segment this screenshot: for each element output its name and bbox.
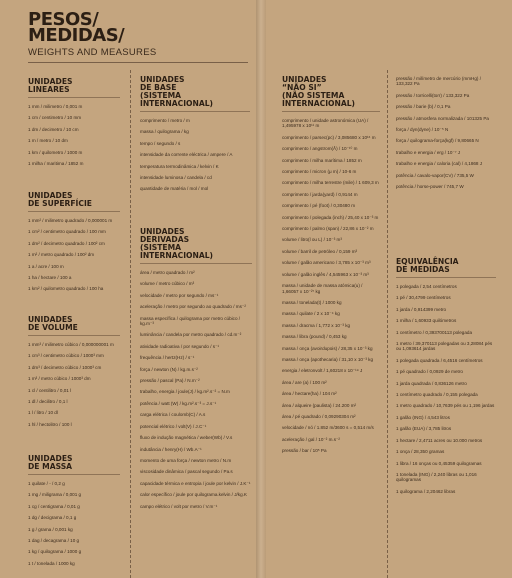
list-item: 1 libra / 16 onças ou 0,45359 quilogramas — [396, 460, 482, 466]
list-item: 1 pé quadrado / 0,0929 de metro — [396, 369, 463, 375]
list-item: 1 milha / 1,60933 quilómetros — [396, 318, 457, 324]
list-item: pressão / barie (b) / 0,1 Pa — [396, 104, 451, 110]
list-item: massa / onça (avoirdupois) / 28,35 x 10⁻³ kg — [282, 345, 373, 351]
section-massa — [28, 455, 120, 572]
list-item: trabalho e energia / erg / 10⁻⁷ J — [396, 149, 461, 155]
list-item: 1 jarda / 0,914399 metro — [396, 306, 447, 312]
section-title-line: INTERNACIONAL) — [140, 99, 214, 108]
section-superficie — [28, 192, 120, 298]
header — [28, 9, 248, 67]
section-rule — [28, 335, 120, 336]
section-title-line: UNIDADES — [140, 227, 185, 236]
list-item: 1 tonelada (ING) / 2,240 libras ou 1,016 quilogramas — [396, 471, 477, 483]
list-item: volume / metro cúbico / m³ — [140, 281, 195, 287]
list-item: massa específica / quilograma por metro cúbico / kg.m⁻³ — [140, 315, 241, 327]
list-item: calor específico / joule por quilograma.kelvin / J/kg.K — [140, 492, 247, 498]
list-item: 1 cm / centimetro / 10 mm — [28, 115, 82, 121]
section-title-line: DE BASE — [140, 83, 177, 92]
section-title-line: (SISTEMA — [140, 243, 182, 252]
list-item: pressão / milímetro de mercúrio (mmHg) / 133,322 Pa — [396, 76, 482, 87]
section-title — [28, 316, 120, 332]
list-item: força / dyn(dyne) / 10⁻⁵ N — [396, 127, 449, 133]
list-item: 1 jarda quadrada / 0,836126 metro — [396, 380, 467, 386]
list-item: 1 dm² / decimetro quadrado / 100² cm — [28, 240, 105, 246]
section-rule — [396, 277, 496, 278]
list-item: 1 polegada / 2,54 centímetros — [396, 284, 457, 289]
list-item: 1 mm² / milimetro quadrado / 0,000001 m — [28, 218, 113, 223]
list-item: comprimento / pé (foot) / 0,30480 m — [282, 203, 356, 209]
section-title — [28, 192, 120, 208]
list-item: volume / barril de petróleo / 0,159 m³ — [282, 248, 358, 254]
section-title — [282, 76, 380, 108]
list-item: comprimento / palmo (span) / 22,86 x 10⁻² m — [282, 226, 374, 232]
list-item: 1 hectare / 2,4711 acres ou 10.000 metros — [396, 437, 483, 443]
section-title-line: UNIDADES — [28, 77, 73, 86]
list-item: 1 mm / milimetro / 0,001 m — [28, 104, 83, 109]
list-item: 1 galão (ING) / 4,543 litros — [396, 414, 450, 420]
section-title-line: UNIDADES — [28, 454, 73, 463]
title-line-1: PESOS/ — [28, 9, 99, 30]
list-item: fluxo de indução magnética / weber(Wb) / V.s — [140, 435, 233, 441]
list-item: área / alqueire (paulista) / 24.200 m² — [282, 402, 357, 408]
section-title-line: UNIDADES — [140, 75, 185, 84]
section-title-line: (NÃO SISTEMA — [282, 91, 345, 100]
section-title — [396, 258, 496, 274]
list-item: atividade radioativa / por segundo / s⁻¹ — [140, 343, 220, 349]
list-item: trabalho, energia / joule(J) / kg.m².s⁻² = N.m — [140, 389, 230, 395]
list-item: 1 m² / metro quadrado / 100² dm — [28, 252, 95, 258]
section-title-line: LINEARES — [28, 85, 70, 94]
list-item: 1 cm³ / centimetro cúbico / 1000³ mm — [28, 353, 104, 359]
list-item: frequência / hertz(Hz) / s⁻¹ — [140, 355, 195, 361]
list-item: área / are (a) / 100 m² — [282, 379, 327, 385]
list-item: volume / galão americano / 3,785 x 10⁻³ m³ — [282, 260, 371, 266]
section-title-line: DE SUPERFÍCIE — [28, 199, 92, 208]
list-item: comprimento / jarda(yard) / 0,9144 m — [282, 191, 358, 197]
list-item: massa / tonelada(t) / 1000 kg — [282, 299, 342, 305]
list-item: velocidade / metro por segundo / ms⁻¹ — [140, 292, 219, 298]
section-rule — [28, 474, 120, 475]
page-subtitle: WEIGHTS AND MEASURES — [28, 47, 157, 58]
section-rule — [140, 263, 252, 264]
list-item: campo elétrico / volt por metro / V.m⁻¹ — [140, 503, 218, 509]
list-item: massa / unidade de massa atómica(u) / 1,66057 x 10⁻²⁷ kg — [282, 283, 363, 294]
section-title-line: “NÃO SI” — [282, 83, 322, 92]
list-item: área / metro quadrado / m² — [140, 270, 195, 275]
list-item: 1 dm / decimetro / 10 cm — [28, 126, 79, 132]
list-item: momento de uma força / newton metro / N.m — [140, 457, 232, 463]
list-item: pressão / bar / 10⁵ Pa — [282, 448, 327, 454]
list-item: potencial elétrico / volt(V) / J.C⁻¹ — [140, 423, 207, 429]
section-derivadas — [140, 228, 252, 515]
list-item: 1 km / quilometro / 1000 m — [28, 149, 83, 155]
column-divider-right — [387, 70, 388, 578]
list-item: 1 centímetro / 0,393700113 polegada — [396, 329, 473, 335]
section-rule — [140, 111, 250, 112]
list-item: massa / quilate / 2 x 10⁻⁴ kg — [282, 311, 340, 317]
list-item: energia / eletronvolt / 1,60218 x 10⁻¹⁹ J — [282, 368, 363, 374]
list-item: 1 mm³ / milimetro cúbico / 0,000000001 m — [28, 342, 114, 347]
section-title — [28, 455, 120, 471]
list-item: 1 t / tonelada / 1000 kg — [28, 560, 75, 566]
list-item: 1 cm² / centimetro quadrado / 100 mm — [28, 229, 106, 235]
list-item: trabalho e energia / caloria (cal) / 4,1868 J — [396, 161, 483, 167]
list-item: 1 m³ / metro cúbico / 1000³ dm — [28, 376, 91, 382]
section-title-line: DERIVADAS — [140, 235, 190, 244]
list-item: 1 galão (EUA) / 3,785 litros — [396, 426, 452, 432]
list-item: 1 quilograma / 2,20462 libras — [396, 488, 456, 494]
section-title-line: UNIDADES — [282, 75, 327, 84]
list-item: capacidade térmica e entropia / joule por kelvin / J.K⁻¹ — [140, 480, 251, 486]
list-item: 1 dag / decagrama / 10 g — [28, 538, 80, 544]
list-item: 1 g / grama / 0,001 kg — [28, 526, 73, 532]
list-item: comprimento / metro / m — [140, 118, 190, 123]
list-item: 1 hl / hectolitro / 100 l — [28, 421, 72, 427]
list-item: intensidade luminosa / candela / cd — [140, 175, 212, 181]
section-nao-si — [282, 76, 380, 460]
list-item: 1 cg / centigrama / 0,01 g — [28, 503, 80, 509]
list-item: 1 metro / 39,370113 polegadas ou 3,28084 pés ou 1,093614 jardas — [396, 341, 493, 352]
list-item: comprimento / parsec(pc) / 3,085680 x 10¹⁶ m — [282, 134, 376, 140]
list-item: 1 centímetro quadrado / 0,155 polegada — [396, 392, 478, 398]
list-item: comprimento / milha terrestre (mile) / 1 609,3 m — [282, 180, 379, 186]
list-item: 1 a / acre / 100 m — [28, 263, 64, 269]
list-item: aceleração / metro por segundo ao quadrado / ms⁻² — [140, 304, 246, 310]
section-nao-si-cont — [396, 76, 496, 195]
list-item: 1 metro quadrado / 10,7639 pés ou 1,196 jardas — [396, 403, 495, 409]
list-item: 1 onça / 28,350 gramas — [396, 449, 445, 455]
list-item: 1 dl / decilitro / 0,1 l — [28, 399, 68, 405]
list-item: 1 cl / centilitro / 0,01 l — [28, 387, 72, 393]
list-item: área / hectare(ha) / 104 m² — [282, 391, 337, 397]
section-title — [140, 228, 252, 260]
section-title-line: DE MEDIDAS — [396, 265, 450, 274]
list-item: massa / onça (apothecaria) / 31,10 x 10⁻³ kg — [282, 356, 374, 362]
list-item: pressão / torricelli(torr) / 133,322 Pa — [396, 92, 470, 98]
section-lineares — [28, 78, 120, 172]
list-item: aceleração / gal / 10⁻² m.s⁻² — [282, 436, 340, 442]
page-title — [28, 9, 248, 46]
header-rule — [28, 62, 248, 63]
list-item: massa / dracma / 1,772 x 10⁻³ kg — [282, 322, 351, 328]
list-item: 1 dm³ / decimetro cúbico / 1000³ cm — [28, 364, 102, 370]
list-item: pressão / pascal (Pa) / N.m⁻² — [140, 378, 200, 384]
list-item: massa / libra (pound) / 0,453 kg — [282, 334, 347, 340]
list-item: 1 km² / quilometro quadrado / 100 ha — [28, 286, 104, 292]
list-item: força / quilograma-força(kgf) / 9,80665 N — [396, 138, 479, 144]
list-item: volume / litro(l ou L) / 10⁻³ m³ — [282, 237, 342, 243]
section-base — [140, 76, 250, 198]
section-rule — [282, 111, 380, 112]
list-item: tempo / segundo / s — [140, 140, 181, 146]
section-rule — [28, 211, 120, 212]
title-line-2: MEDIDAS/ — [28, 25, 125, 46]
list-item: 1 m / metro / 10 dm — [28, 138, 68, 144]
list-item: viscosidade dinâmica / pascal segundo / Pa.s — [140, 469, 233, 475]
section-rule — [28, 97, 120, 98]
list-item: comprimento / milha marítima / 1852 m — [282, 157, 362, 163]
list-item: indutância / henry(H) / Wb.A⁻¹ — [140, 446, 202, 452]
list-item: 1 kg / quilograma / 1000 g — [28, 549, 82, 555]
list-item: 1 polegada quadrada / 6,4516 centímetros — [396, 357, 483, 363]
list-item: potência / watt (W) / kg.m².s⁻³ = J.s⁻¹ — [140, 400, 217, 406]
section-title-line: INTERNACIONAL) — [140, 251, 214, 260]
list-item: 1 l / litro / 10 dl — [28, 410, 58, 416]
section-title — [140, 76, 250, 108]
column-divider-left — [130, 70, 131, 578]
center-fold — [256, 0, 266, 578]
list-item: carga elétrica / coulomb(C) / A.s — [140, 412, 206, 418]
list-item: comprimento / micron (μ m) / 10-6 m — [282, 169, 357, 175]
list-item: comprimento / unidade astronómica (UA) / 1,495978 x 10¹¹ m — [282, 118, 369, 129]
section-title-line: EQUIVALÊNCIA — [396, 257, 459, 266]
section-title-line: UNIDADES — [28, 315, 73, 324]
list-item: força / newton (N) / kg.m.s⁻² — [140, 366, 198, 372]
list-item: quantidade de matéria / mol / mol — [140, 186, 209, 192]
list-item: potência / cavalo-vapor(CV) / 735,5 W — [396, 172, 474, 178]
list-item: velocidade / nó / 1.852 m/3600 s = 0,514 m/s — [282, 425, 374, 431]
section-title-line: DE VOLUME — [28, 323, 78, 332]
section-volume — [28, 316, 120, 433]
list-item: comprimento / polegada (inch) / 25,40 x 10⁻³ m — [282, 214, 379, 220]
section-title-line: DE MASSA — [28, 462, 73, 471]
list-item: 1 ha / hectare / 100 a — [28, 275, 72, 281]
list-item: comprimento / angstrom(Å) / 10⁻¹⁰ m — [282, 146, 358, 152]
list-item: potência / horse-power / 745,7 W — [396, 184, 464, 190]
list-item: pressão / atmosfera normalizada / 101325 Pa — [396, 115, 489, 121]
list-item: área / pé quadrado / 0,09290304 m² — [282, 413, 356, 419]
list-item: 1 mg / miligrama / 0,001 g — [28, 492, 82, 498]
section-equivalencia — [396, 258, 496, 500]
list-item: luminância / candela por metro quadrado / cd.m⁻² — [140, 332, 242, 338]
section-title — [28, 78, 120, 94]
section-title-line: (SISTEMA — [140, 91, 182, 100]
list-item: intensidade da corrente eléctrica / ampere / A — [140, 152, 233, 158]
list-item: 1 pé / 30,4799 centímetros — [396, 295, 451, 301]
list-item: massa / quilograma / kg — [140, 129, 189, 135]
section-title-line: INTERNACIONAL) — [282, 99, 356, 108]
list-item: volume / galão inglês / 4,545963 x 10⁻³ m³ — [282, 271, 369, 277]
list-item: 1 milha / maritima / 1852 m — [28, 161, 84, 167]
list-item: temperatura termodinâmica / kelvin / K — [140, 163, 219, 169]
list-item: 1 dg / decigrama / 0,1 g — [28, 515, 77, 521]
section-title-line: UNIDADES — [28, 191, 73, 200]
list-item: 1 quilate / - / 0,2 g — [28, 481, 65, 486]
